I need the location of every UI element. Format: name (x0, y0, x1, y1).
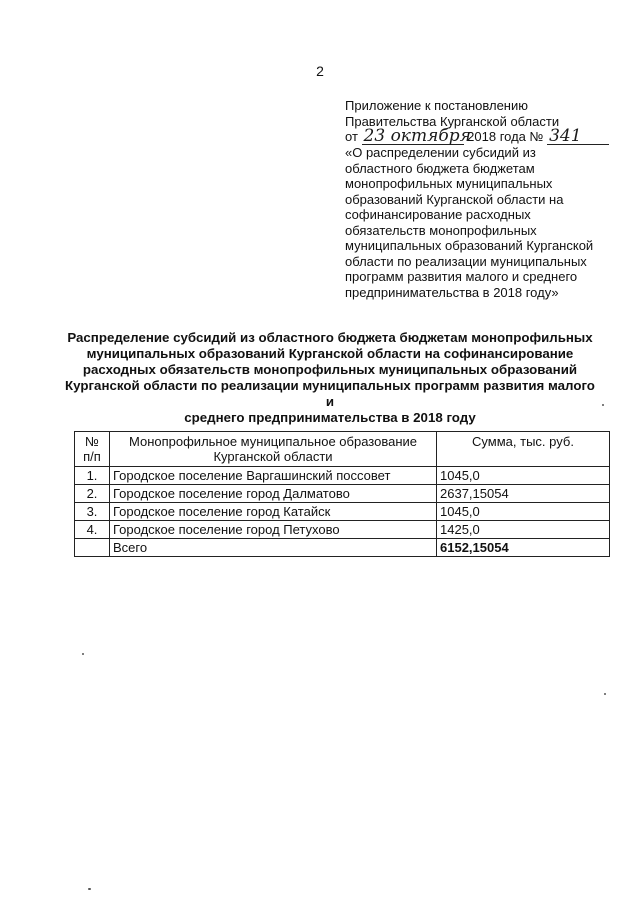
handwritten-number: 341 (547, 129, 609, 145)
row-name: Городское поселение Варгашинский поссовет (110, 467, 437, 485)
header-num: № п/п (75, 432, 110, 467)
appendix-title-line: предпринимательства в 2018 году» (345, 284, 559, 300)
row-sum: 2637,15054 (437, 485, 610, 503)
appendix-title-line: программ развития малого и среднего (345, 269, 578, 284)
heading-line: среднего предпринимательства в 2018 году (184, 410, 476, 425)
row-num: 2. (75, 485, 110, 503)
appendix-block (345, 98, 615, 300)
heading-line: расходных обязательств монопрофильных муниципальных образований (82, 362, 578, 377)
row-num: 1. (75, 467, 110, 485)
row-sum: 1425,0 (437, 521, 610, 539)
scan-speck (82, 653, 84, 655)
row-sum: 1045,0 (437, 467, 610, 485)
row-name: Городское поселение город Катайск (110, 503, 437, 521)
row-num: 3. (75, 503, 110, 521)
heading-line: Распределение субсидий из областного бюджета бюджетам монопрофильных (67, 330, 593, 345)
appendix-date-line (345, 126, 615, 146)
total-label: Всего (110, 539, 437, 557)
appendix-year-text: 2018 года № (467, 129, 544, 144)
row-name: Городское поселение город Петухово (110, 521, 437, 539)
row-num: 4. (75, 521, 110, 539)
appendix-title-line: области по реализации муниципальных (345, 253, 587, 269)
total-row (75, 539, 610, 557)
appendix-title-line: областного бюджета бюджетам (345, 160, 535, 176)
header-sum: Сумма, тыс. руб. (437, 432, 610, 467)
heading-line: Курганской области по реализации муниципальных программ развития малого и (65, 378, 595, 409)
appendix-title-line: «О распределении субсидий из (345, 145, 536, 160)
table-row (75, 485, 610, 503)
subsidies-table (74, 431, 610, 557)
document-heading (60, 330, 600, 426)
scan-speck (604, 693, 606, 695)
appendix-title-line: софинансирование расходных (345, 207, 531, 222)
appendix-title-line: муниципальных образований Курганской (345, 238, 594, 253)
header-name: Монопрофильное муниципальное образование Курганской области (110, 432, 437, 467)
row-sum: 1045,0 (437, 503, 610, 521)
row-name: Городское поселение город Далматово (110, 485, 437, 503)
table-row (75, 521, 610, 539)
table-header-row (75, 432, 610, 467)
heading-line: муниципальных образований Курганской области на софинансирование (86, 346, 574, 361)
total-sum: 6152,15054 (437, 539, 610, 557)
table-row (75, 503, 610, 521)
scan-speck (602, 404, 604, 406)
page-number: 2 (316, 63, 324, 79)
appendix-from-prefix: от (345, 129, 358, 144)
table-row (75, 467, 610, 485)
handwritten-date: 23 октября (363, 126, 471, 146)
appendix-title-line: образований Курганской области на (345, 191, 564, 207)
scan-speck (88, 888, 91, 890)
appendix-title-line: обязательств монопрофильных (345, 222, 537, 238)
total-num-cell (75, 539, 110, 557)
appendix-line-2: Правительства Курганской области (345, 113, 560, 129)
appendix-title-line: монопрофильных муниципальных (345, 176, 553, 191)
appendix-line-1: Приложение к постановлению (345, 98, 528, 113)
